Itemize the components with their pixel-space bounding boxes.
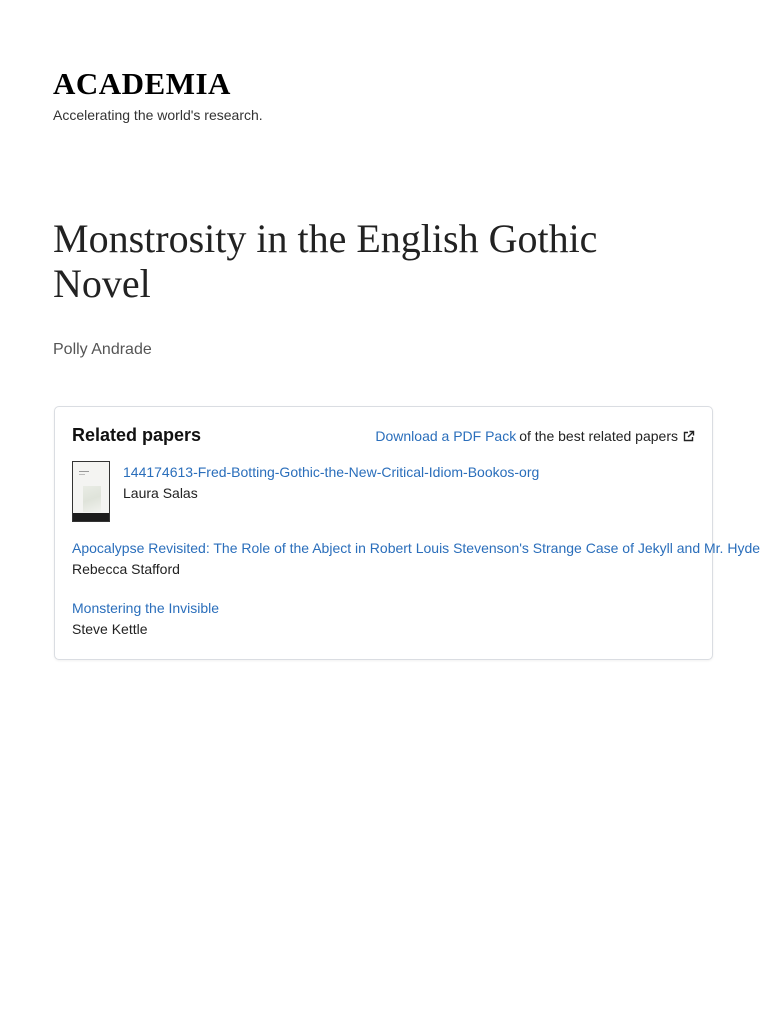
related-papers-heading: Related papers — [72, 425, 202, 445]
download-pdf-pack-link[interactable]: Download a PDF Pack — [375, 428, 517, 444]
related-paper-author: Rebecca Stafford — [72, 561, 180, 577]
related-paper-author: Laura Salas — [123, 485, 198, 501]
related-paper-title[interactable]: 144174613-Fred-Botting-Gothic-the-New-Critical-Idiom-Bookos-org — [123, 464, 540, 480]
related-papers-card — [54, 406, 761, 660]
external-link-icon[interactable] — [682, 430, 695, 443]
academia-logo[interactable]: ACADEMIA — [53, 66, 231, 101]
paper-title: Monstrosity in the English Gothic Novel — [53, 216, 598, 306]
related-paper-author: Steve Kettle — [72, 621, 148, 637]
related-paper-title[interactable]: Apocalypse Revisited: The Role of the Abject in Robert Louis Stevenson's Strange Case of Jekyll and Mr. Hyde — [72, 540, 761, 556]
pdf-pack-suffix: of the best related papers — [519, 428, 678, 444]
related-paper-title[interactable]: Monstering the Invisible — [72, 600, 220, 616]
tagline: Accelerating the world's research. — [53, 107, 263, 123]
paper-author: Polly Andrade — [53, 341, 152, 358]
pdf-pack-prompt — [375, 427, 695, 445]
paper-thumbnail[interactable] — [72, 461, 110, 522]
